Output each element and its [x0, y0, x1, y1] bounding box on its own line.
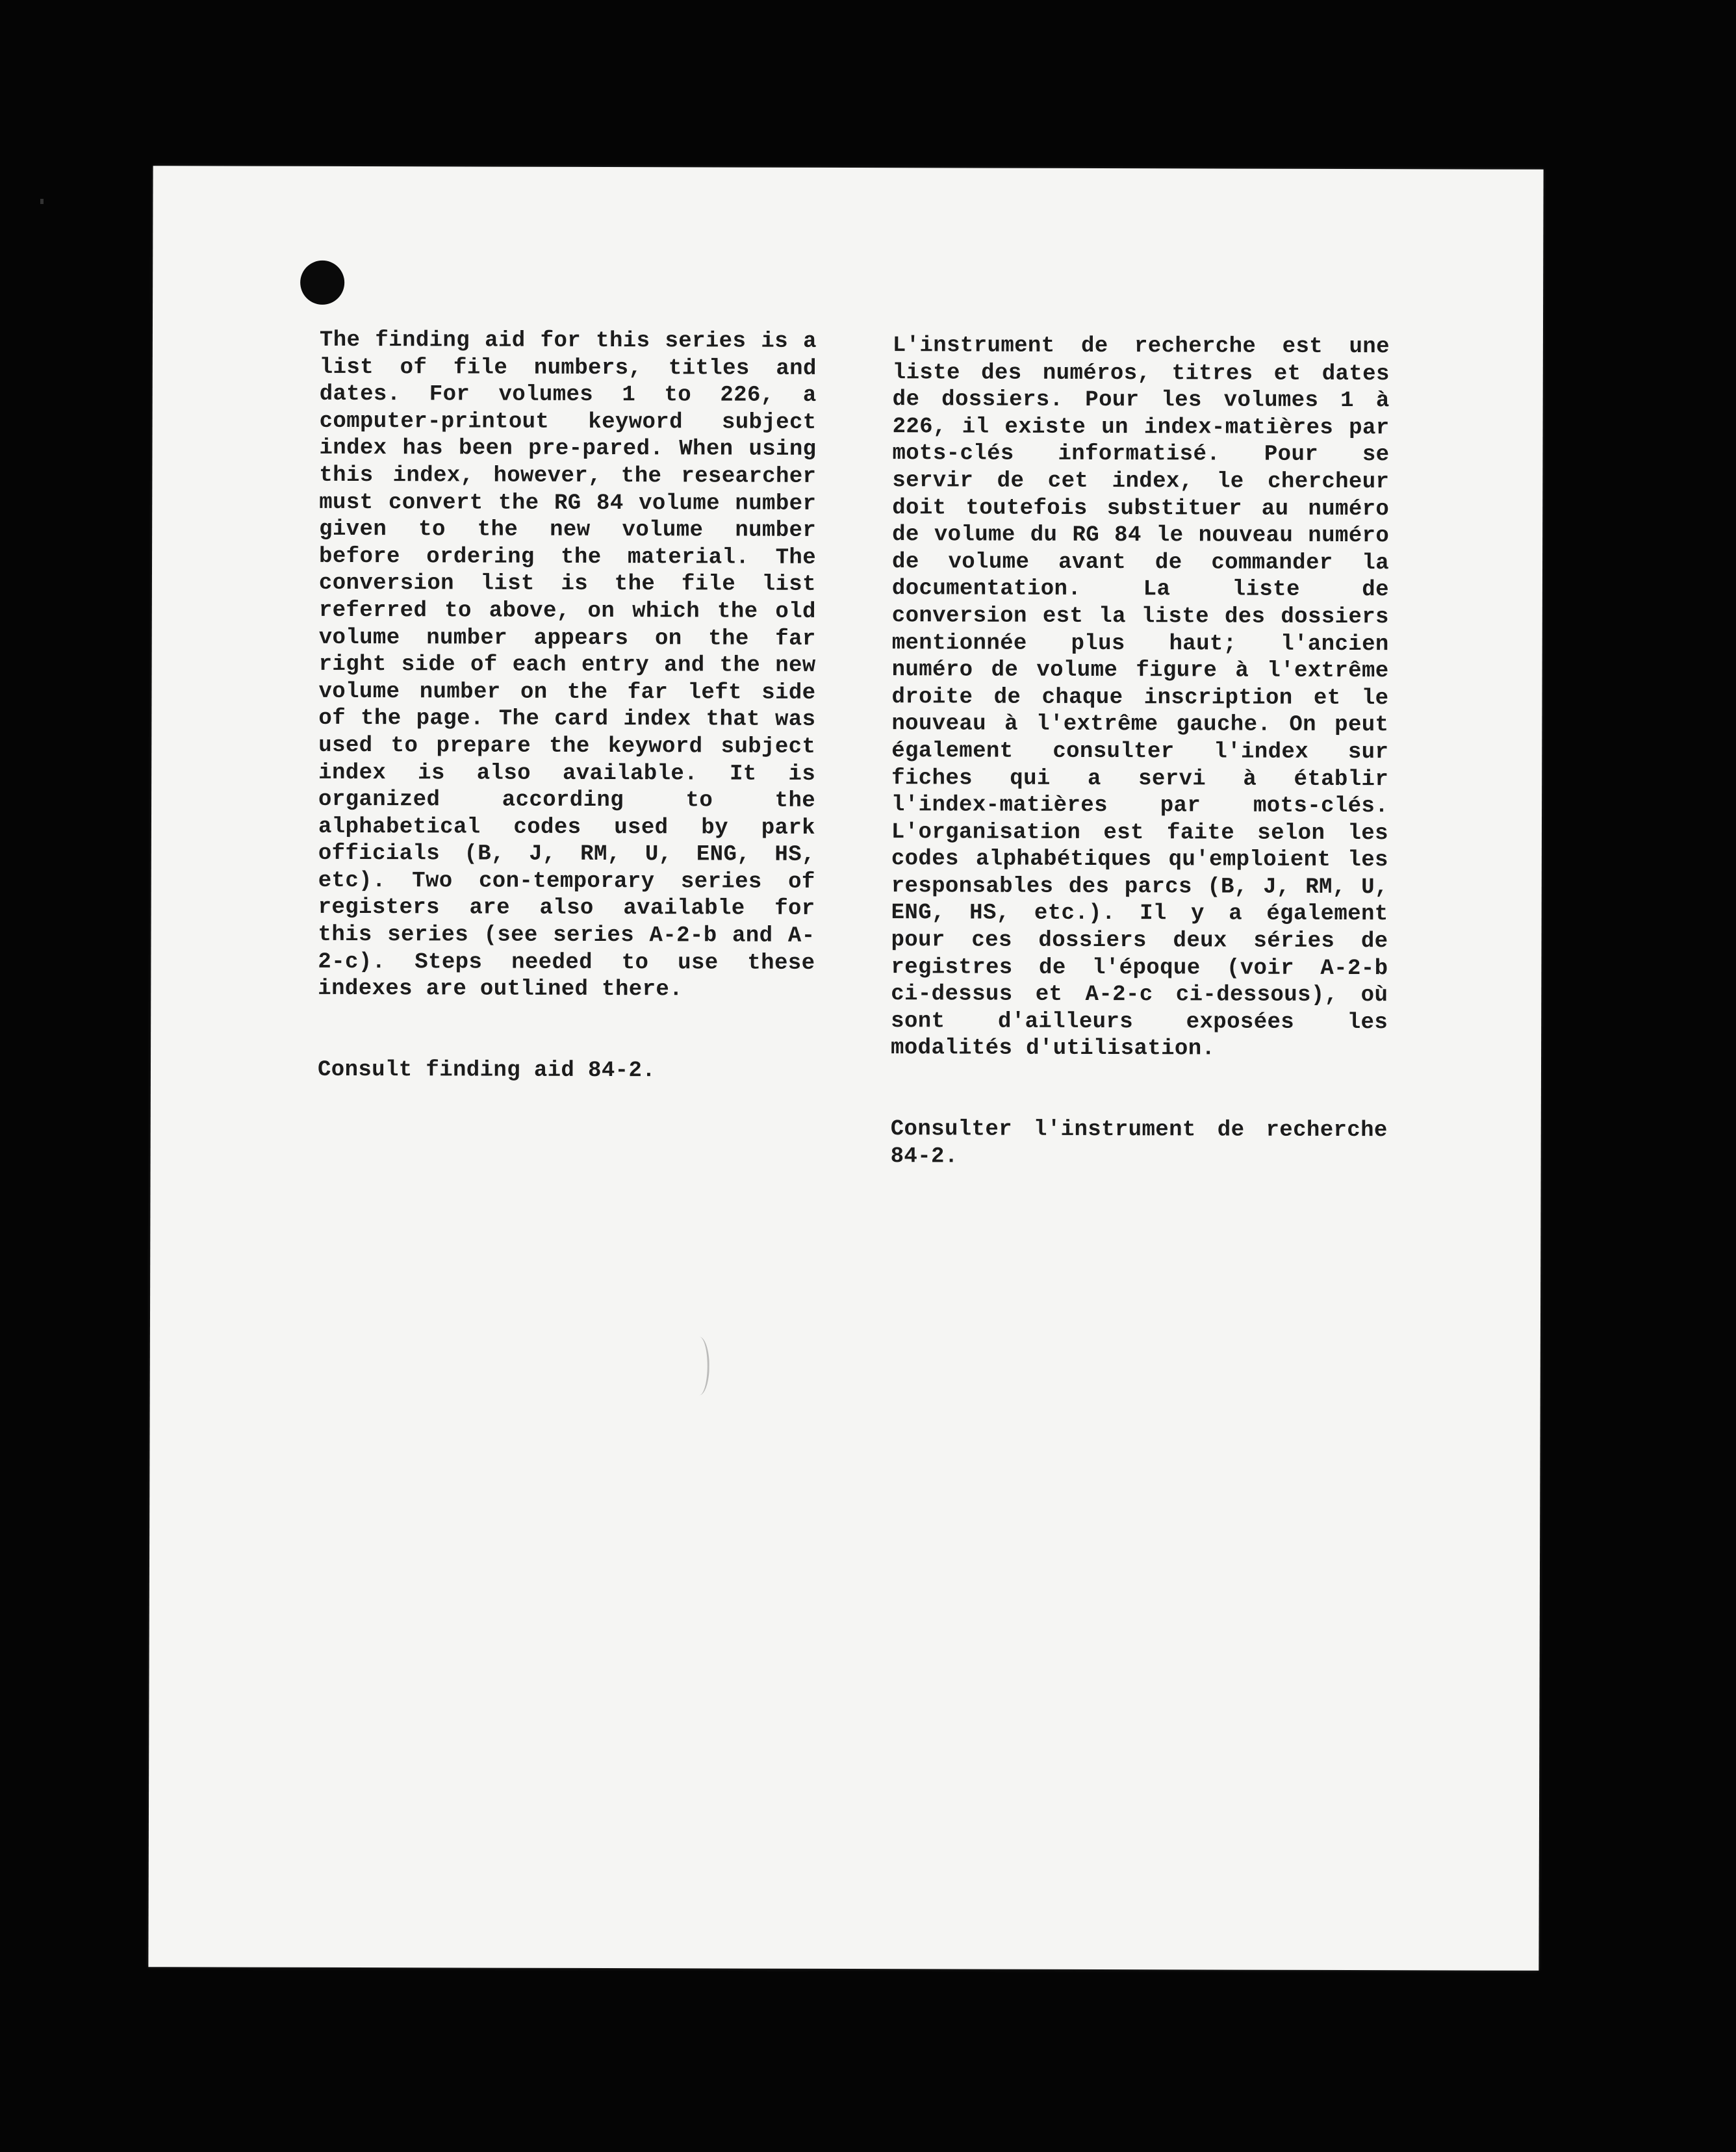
french-consult-line: Consulter l'instrument de recherche 84-2.	[890, 1117, 1388, 1170]
english-column	[318, 327, 817, 1085]
english-paragraph	[318, 327, 817, 1005]
english-text-emphasis-old: old	[775, 599, 816, 624]
english-text-part-2: volume number appears on the far right side of each entry and the new volume number on the far left side of the page. The card index that was used to prepare the keyword subject index is also available. It is organized according to the alphabetical codes used by park officials (B, J, RM, U, ENG, HS, etc). Two con-temporary series of registers are also available for this series (see series A-2-b and A-2-c). Steps needed to use these indexes are outlined there.	[318, 625, 816, 1003]
english-text-part-1: The finding aid for this series is a list of file numbers, titles and dates. For volumes 1 to 226, a computer-printout keyword subject index has been pre-pared. When using this index, however, the researcher must convert the RG 84 volume number given to the new volume number before ordering the material. The conversion list is the file list referred to above, on which the	[318, 327, 817, 624]
scan-speck	[40, 199, 44, 204]
english-consult-line: Consult finding aid 84-2.	[317, 1057, 656, 1084]
french-paragraph: L'instrument de recherche est une liste des numéros, titres et dates de dossiers. Pour les volumes 1 à 226, il existe un index-matières par mots-clés informatisé. Pour se servir de cet index, le chercheur doit toutefois substituer au numéro de volume du RG 84 le nouveau numéro de volume avant de commander la documentation. La liste de conversion est la liste des dossiers mentionnée plus haut; l'ancien numéro de volume figure à l'extrême droite de chaque inscription et le nouveau à l'extrême gauche. On peut également consulter l'index sur fiches qui a servi à établir l'index-matières par mots-clés. L'organisation est faite selon les codes alphabétiques qu'emploient les responsables des parcs (B, J, RM, U, ENG, HS, etc.). Il y a également pour ces dossiers deux séries de registres de l'époque (voir A-2-b ci-dessus et A-2-c ci-dessous), où sont d'ailleurs exposées les modalités d'utilisation.	[891, 333, 1390, 1062]
french-column	[891, 333, 1390, 1172]
punch-hole	[300, 261, 344, 305]
pencil-mark	[689, 1337, 709, 1395]
document-page	[148, 166, 1543, 1971]
